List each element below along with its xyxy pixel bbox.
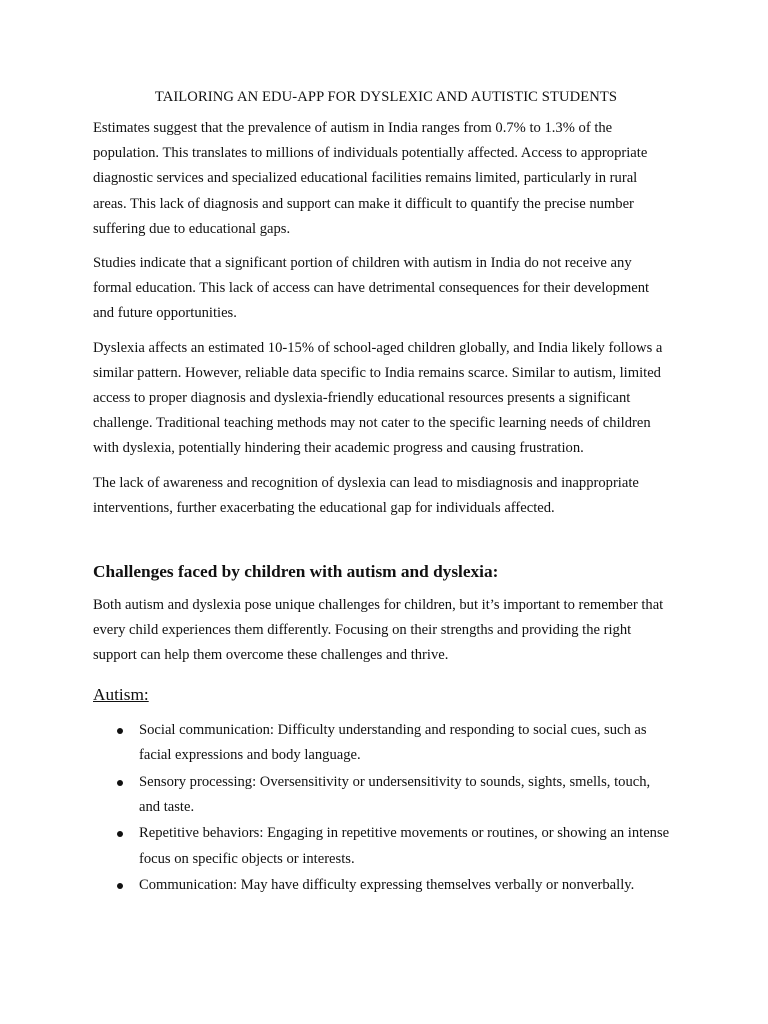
challenges-intro: Both autism and dyslexia pose unique challenges for children, but it’s important to remember that every child experiences them differently. Focusing on their strengths and providing the right support can help them overcome these challenges and thrive. bbox=[93, 597, 664, 664]
list-item bbox=[93, 873, 673, 898]
list-item bbox=[93, 770, 673, 820]
list-item bbox=[93, 718, 673, 768]
autism-heading: Autism: bbox=[93, 684, 149, 704]
paragraph-dyslexia-awareness: The lack of awareness and recognition of dyslexia can lead to misdiagnosis and inappropriate interventions, further exacerbating the educational gap for individuals affected. bbox=[93, 474, 639, 516]
autism-challenges-list bbox=[93, 718, 673, 899]
bullet-icon bbox=[117, 728, 123, 734]
list-item-text: Communication: May have difficulty expressing themselves verbally or nonverbally. bbox=[139, 877, 635, 894]
list-item-text: Repetitive behaviors: Engaging in repetitive movements or routines, or showing an intense focus on specific objects or interests. bbox=[139, 825, 670, 867]
bullet-icon bbox=[117, 780, 123, 786]
bullet-icon bbox=[117, 883, 123, 889]
list-item bbox=[93, 821, 673, 871]
list-item-text: Social communication: Difficulty understanding and responding to social cues, such as facial expressions and body language. bbox=[139, 721, 647, 763]
paragraph-dyslexia-prevalence: Dyslexia affects an estimated 10-15% of school-aged children globally, and India likely follows a similar pattern. However, reliable data specific to India remains scarce. Similar to autism, limited access to proper diagnosis and dyslexia-friendly educational resources presents a significant challenge. Traditional teaching methods may not cater to the specific learning needs of children with dyslexia, potentially hindering their academic progress and causing frustration. bbox=[93, 339, 663, 457]
paragraph-autism-prevalence: Estimates suggest that the prevalence of autism in India ranges from 0.7% to 1.3% of the population. This translates to millions of individuals potentially affected. Access to appropriate diagnostic services and specialized educational facilities remains limited, particularly in rural areas. This lack of diagnosis and support can make it difficult to quantify the precise number suffering due to educational gaps. bbox=[93, 120, 648, 237]
document-page bbox=[93, 86, 673, 900]
challenges-heading: Challenges faced by children with autism and dyslexia: bbox=[93, 562, 499, 582]
document-title: TAILORING AN EDU-APP FOR DYSLEXIC AND AUTISTIC STUDENTS bbox=[154, 89, 618, 105]
list-item-text: Sensory processing: Oversensitivity or undersensitivity to sounds, sights, smells, touch, and taste. bbox=[139, 773, 651, 815]
paragraph-autism-education: Studies indicate that a significant portion of children with autism in India do not receive any formal education. This lack of access can have detrimental consequences for their development and future opportunities. bbox=[93, 255, 650, 322]
bullet-icon bbox=[117, 831, 123, 837]
